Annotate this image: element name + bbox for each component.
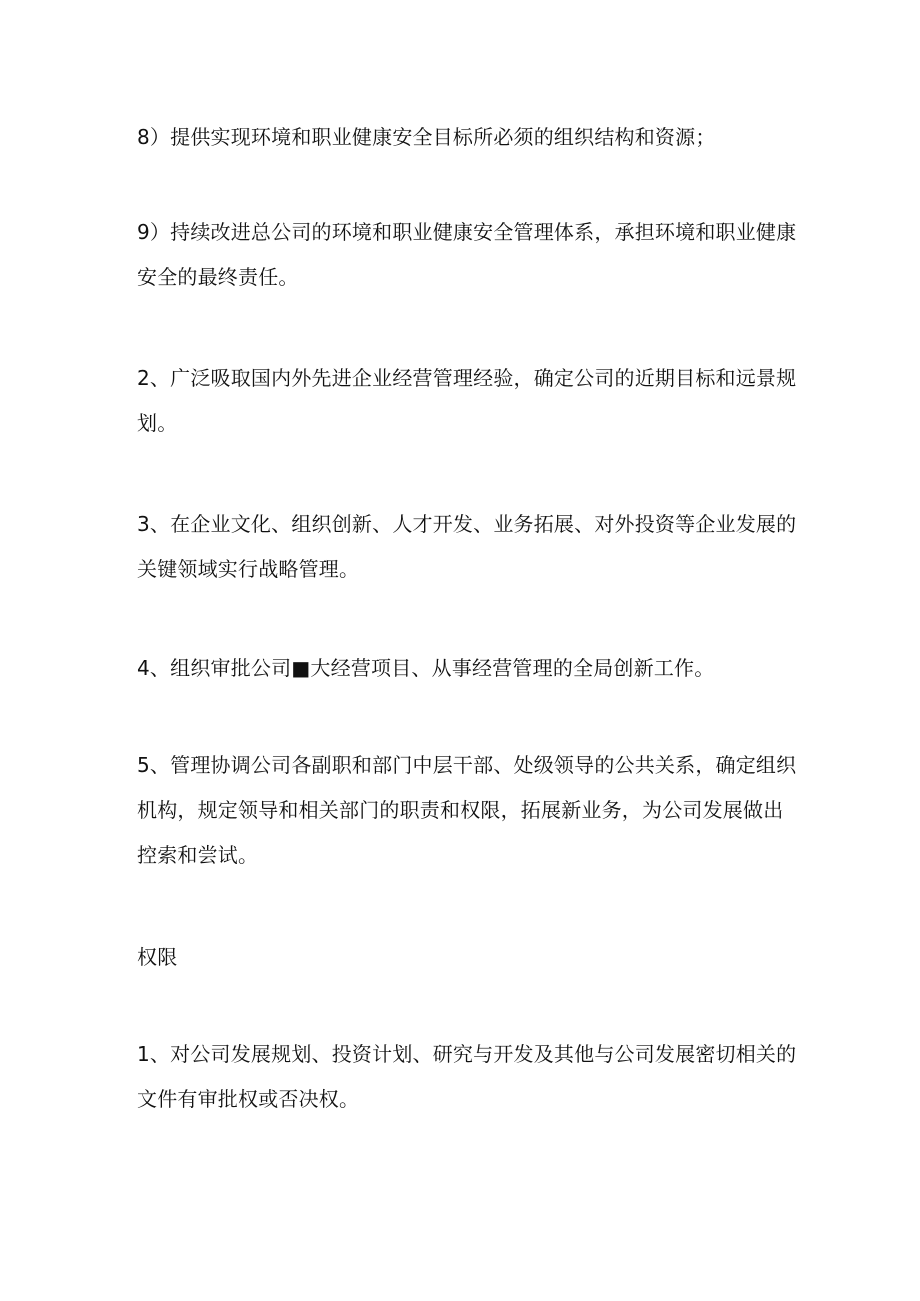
paragraph-line: 2、广泛吸取国内外先进企业经营管理经验，确定公司的近期目标和远景规 — [137, 366, 797, 390]
paragraph-line: 4、组织审批公司■大经营项目、从事经营管理的全局创新工作。 — [137, 656, 715, 680]
paragraph-item-8 — [137, 115, 787, 160]
paragraph-line: 划。 — [137, 411, 178, 435]
paragraph-item-3 — [137, 502, 797, 592]
paragraph-line: 安全的最终责任。 — [137, 265, 299, 289]
paragraph-line: 5、管理协调公司各副职和部门中层干部、处级领导的公共关系，确定组织 — [137, 753, 797, 777]
heading-text: 权限 — [137, 945, 178, 969]
paragraph-item-2 — [137, 356, 797, 446]
paragraph-line: 1、对公司发展规划、投资计划、研究与开发及其他与公司发展密切相关的 — [137, 1042, 797, 1066]
paragraph-line: 8）提供实现环境和职业健康安全目标所必须的组织结构和资源； — [137, 125, 716, 149]
paragraph-line: 控索和尝试。 — [137, 843, 259, 867]
paragraph-line: 机构，规定领导和相关部门的职责和权限，拓展新业务，为公司发展做出 — [137, 798, 784, 822]
paragraph-item-1 — [137, 1032, 797, 1122]
paragraph-line: 9）持续改进总公司的环境和职业健康安全管理体系，承担环境和职业健康 — [137, 220, 797, 244]
section-heading-permissions — [137, 935, 787, 980]
paragraph-item-4 — [137, 646, 787, 691]
paragraph-line: 3、在企业文化、组织创新、人才开发、业务拓展、对外投资等企业发展的 — [137, 512, 797, 536]
paragraph-line: 关键领域实行战略管理。 — [137, 557, 360, 581]
paragraph-line: 文件有审批权或否决权。 — [137, 1087, 360, 1111]
paragraph-item-5 — [137, 743, 797, 878]
paragraph-item-9 — [137, 210, 797, 300]
